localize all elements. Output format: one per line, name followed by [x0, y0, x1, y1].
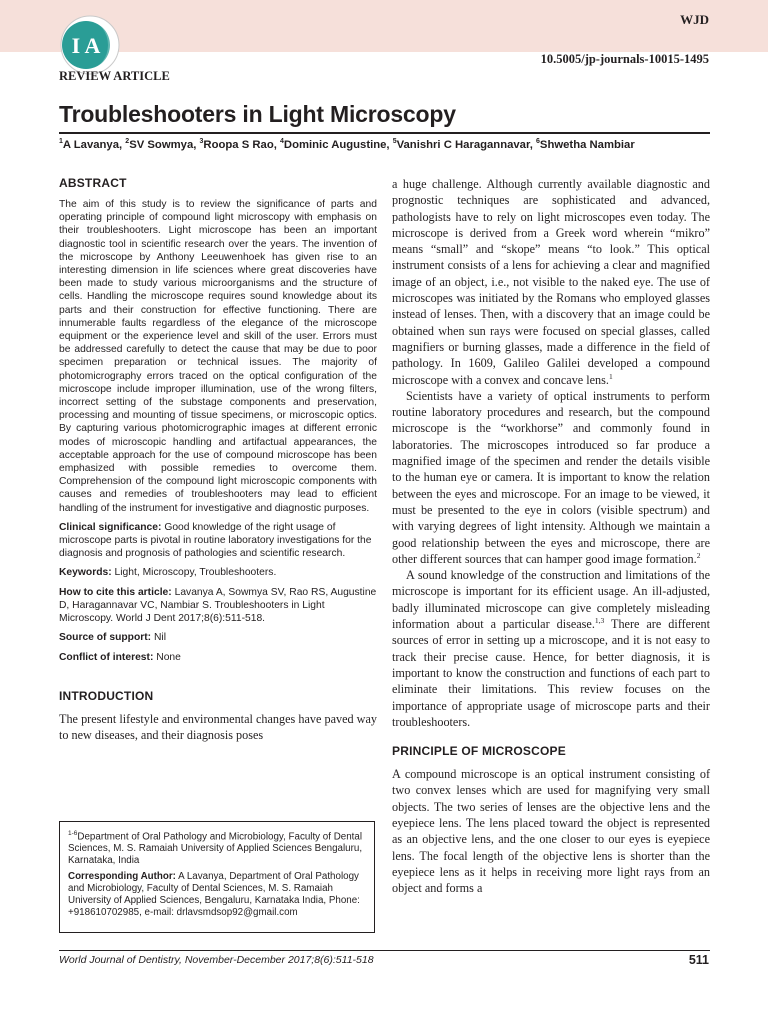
journal-abbreviation: WJD — [680, 12, 709, 27]
affiliation-box — [59, 821, 375, 933]
reference-marker: 1,3 — [594, 615, 605, 625]
introduction-paragraph-3: A sound knowledge of the construction and limitations of the microscope is important for its efficient usage. An ill-adjusted, badly illuminated microscope can give completely misleading information about a particular disease.$^{1,3}$ There are different sources of error in setting up a microscope, and it is not easy to track their precise cause. Hence, for better diagnosis, it is important to know the construction and functions of each part to eliminate their limitations. This review focuses on the importance of appropriate usage of microscope parts and their troubleshooters. — [392, 568, 710, 729]
author: $^4$Dominic Augustine, — [280, 138, 393, 151]
conflict-of-interest: Conflict of interest: None — [59, 651, 181, 663]
footer-divider — [59, 950, 710, 951]
author: $^3$Roopa S Rao, — [199, 138, 280, 151]
author: $^5$Vanishri C Haragannavar, — [392, 138, 537, 151]
article-title: Troubleshooters in Light Microscopy — [59, 101, 456, 127]
introduction-text-start: The present lifestyle and environmental changes have paved way to new diseases, and their diagnosis poses — [59, 711, 377, 742]
title-divider — [59, 132, 710, 134]
reference-marker: 1 — [608, 371, 613, 381]
affiliation: $^{1-6}$Department of Oral Pathology and Microbiology, Faculty of Dental Sciences, M. S. Ramaiah University of Applied Sciences Bengaluru, Karnataka, India — [68, 830, 363, 867]
right-column — [392, 176, 710, 896]
abstract-section — [59, 176, 377, 664]
introduction-heading: INTRODUCTION — [59, 688, 154, 703]
source-of-support: Source of support: Nil — [59, 632, 166, 644]
author: $^1$A Lavanya, — [59, 138, 126, 151]
reference-marker: 2 — [696, 550, 701, 560]
page-number: 511 — [688, 953, 709, 967]
author: $^2$SV Sowmya, — [125, 138, 200, 151]
article-type: REVIEW ARTICLE — [59, 69, 170, 83]
introduction-paragraph-1: a huge challenge. Although currently available diagnostic and prognostic techniques are sophisticated and advanced, pathologists have to rely on light microscopes even today. The microscope is derived from a Greek word wherein “mikro” means “small” and “skope” means “to look.” This optical instrument consists of a lens for achieving a clear and magnified image of an object, i.e., not visible to the naked eye. The use of microscopes was initiated by the Romans who employed glasses instead of lenses. Then, with a discovery that an image could be obtained when sun rays were focused on special glasses, called magnifiers or burning glasses, made a difference in the field of pathology. In 1609, Galileo Galilei developed a compound microscope with a convex and concave lens.$^1$ — [392, 177, 710, 387]
corresponding-author: Corresponding Author: A Lavanya, Department of Oral Pathology and Microbiology, Faculty of Dental Sciences, M. S. Ramaiah University of Applied Sciences, Bengaluru, Karnataka India, Phone: +918610702985, e-mail: drlavsmdsop92@gmail.com — [68, 871, 360, 919]
logo-letters: I A — [71, 33, 101, 58]
publisher-logo — [59, 14, 121, 76]
left-column — [59, 176, 377, 743]
clinical-significance: Clinical significance: Good knowledge of the right usage of microscope parts is pivotal in routine laboratory investigations for the diagnosis and prognosis of pathologies and scientific research. — [59, 521, 372, 560]
principle-text: A compound microscope is an optical instrument consisting of two convex lenses which are used for magnifying very small objects. The two series of lenses are the objective lens and the eyepiece lens. The lens placed toward the object is represented as an objective lens, and the one closer to our eyes is eyepiece lens. The focal length of the objective lens is shorter than the eyepiece lens as it helps in receiving more light rays from an object and forms a — [392, 767, 710, 896]
footer-journal-info: World Journal of Dentistry, November-December 2017;8(6):511-518 — [59, 954, 374, 966]
keywords: Keywords: Light, Microscopy, Troubleshooters. — [59, 567, 277, 579]
author-list — [59, 138, 635, 151]
principle-heading: PRINCIPLE OF MICROSCOPE — [392, 744, 566, 759]
doi[interactable]: 10.5005/jp-journals-10015-1495 — [540, 52, 709, 66]
introduction-paragraph-2: Scientists have a variety of optical instruments to perform routine laboratory procedures and research, but the compound microscope is the “workhorse” and commonly found in laboratories. The microscopes introduced so far produce a magnified image of the specimen and render the details visible to the human eye or camera. It is important to know the relation between the eyes and microscope. For an image to be viewed, it must be presented to the eye in colors (visible spectrum) and with varying degrees of light intensity. Although we maintain a good relationship between the eyes and microscope, there are other different sources that can hamper good image formation.$^2$ — [392, 388, 710, 566]
abstract-text: The aim of this study is to review the significance of parts and operating principle of compound light microscopy with emphasis on their troubleshooters. Light microscope has been an important diagnostic tool in scientific research over the years. The invention of the microscope by Anthony Leeuwenhoek has given rise to an interesting dimension in life sciences where great discoveries have been made to study various microorganisms and the structure of cells. Handling the microscope requires sound knowledge about its parts and their construction for effective functioning. There are innumerable faults regardless of the elegance of the microscope equipment or the experience level and skill of the user. Errors must be addressed carefully to detect the cause that may be due to poor specimen preparation or technical issues. The majority of photomicrography errors traced on the optical configuration of the microscope include improper illumination, use of the wrong filters, incorrect setting of the substage components and preservation, processing and mounting of tissue specimens, or microscopic optics. By capturing various photomicrographic images at different erronic modes of microscopic handling and artifactual appearances, the acceptable approach for the use of compound microscope has been emphasized with possible remedies to overcome them. Comprehension of the compound light microscopic components with causes and remedies of troubleshooters may lead to efficient handling of the instrument for investigative and diagnostic purposes. — [59, 199, 377, 514]
author: $^6$Shwetha Nambiar — [536, 138, 635, 151]
abstract-heading: ABSTRACT — [59, 176, 127, 190]
how-to-cite: How to cite this article: Lavanya A, Sowmya SV, Rao RS, Augustine D, Haragannavar VC, Nambiar S. Troubleshooters in Light Microscopy. World J Dent 2017;8(6):511-518. — [59, 586, 377, 625]
